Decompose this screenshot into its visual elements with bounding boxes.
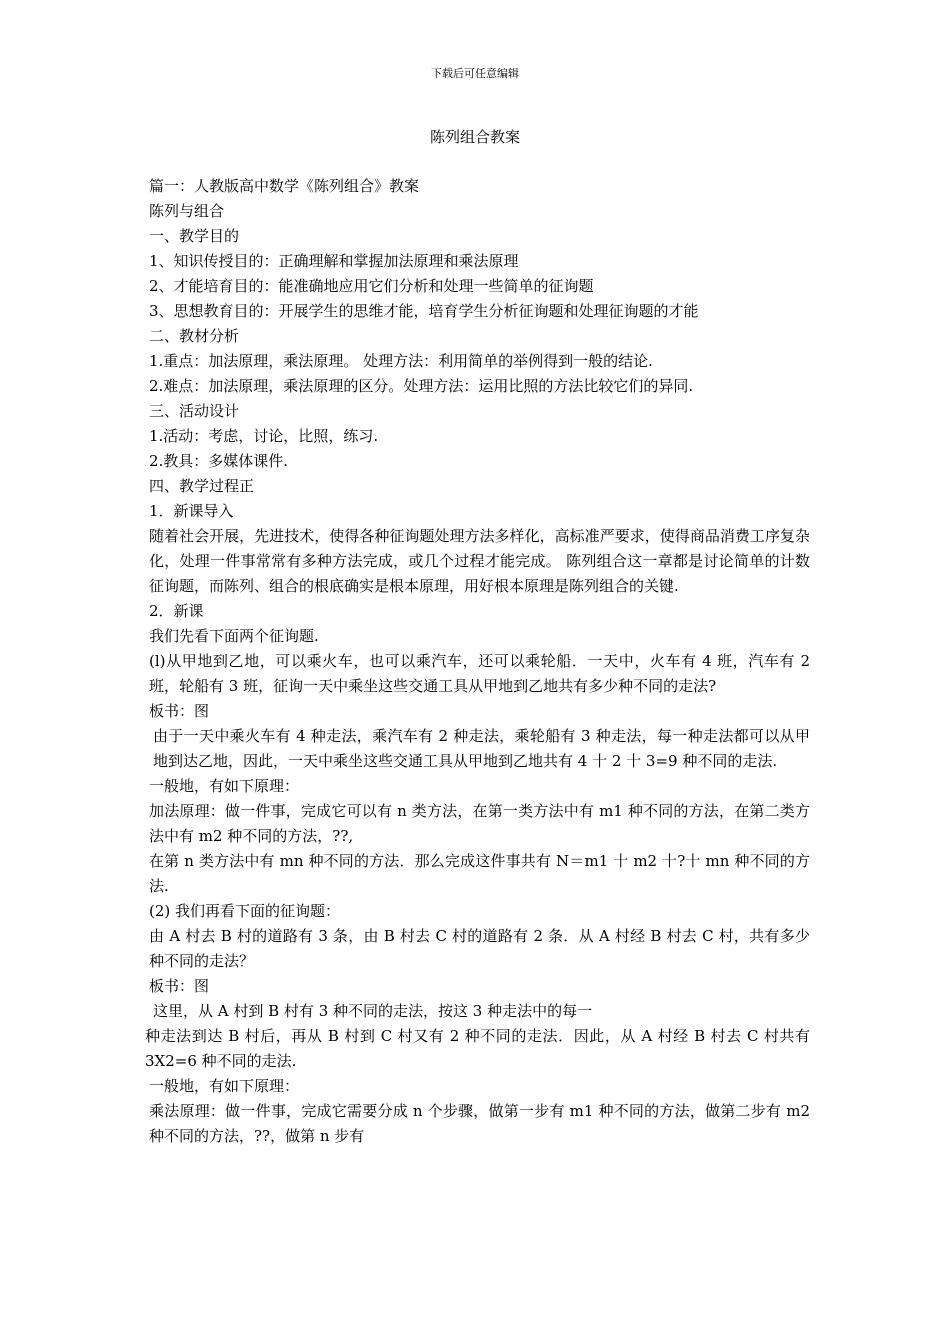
list-item: 2.教具：多媒体课件. [149, 452, 289, 470]
paragraph: 由 A 村去 B 村的道路有 3 条，由 B 村去 C 村的道路有 2 条．从 A 村经 B 村去 C 村，共有多少种不同的走法？ [149, 927, 810, 970]
paragraph: 加法原理：做一件事，完成它可以有 n 类方法，在第一类方法中有 m1 种不同的方法，在第二类方法中有 m2 种不同的方法，??, [149, 802, 810, 845]
list-item: 1、知识传授目的：正确理解和掌握加法原理和乘法原理 [149, 252, 519, 270]
paragraph: 在第 n 类方法中有 mn 种不同的方法．那么完成这件事共有 N＝m1 十 m2 十?十 mn 种不同的方法. [149, 852, 810, 895]
section-heading: 四、教学过程正 [149, 477, 255, 495]
subsection-heading: 1．新课导入 [149, 502, 234, 520]
paragraph: 由于一天中乘火车有 4 种走法，乘汽车有 2 种走法，乘轮船有 3 种走法，每一种走法都可以从甲地到达乙地，因此，一天中乘坐这些交通工具从甲地到乙地共有 4 十 2 十 3=9 种不同的走法. [153, 727, 810, 770]
paragraph: 一般地，有如下原理： [149, 1077, 300, 1095]
paragraph: 种走法到达 B 村后，再从 B 村到 C 村又有 2 种不同的走法．因此，从 A 村经 B 村去 C 村共有 3X2=6 种不同的走法. [145, 1027, 810, 1070]
list-item: 3、思想教育目的：开展学生的思维才能，培育学生分析征询题和处理征询题的才能 [149, 302, 699, 320]
paragraph: 这里，从 A 村到 B 村有 3 种不同的走法，按这 3 种走法中的每一 [153, 1002, 593, 1020]
paragraph: (l)从甲地到乙地，可以乘火车，也可以乘汽车，还可以乘轮船．一天中，火车有 4 班，汽车有 2 班，轮船有 3 班，征询一天中乘坐这些交通工具从甲地到乙地共有多少种不同的走法? [149, 652, 810, 695]
paragraph: 我们先看下面两个征询题. [149, 627, 319, 645]
list-item: 2.难点：加法原理，乘法原理的区分。处理方法：运用比照的方法比较它们的异同. [149, 377, 694, 395]
section-heading: 二、教材分析 [149, 327, 240, 345]
paragraph: (2) 我们再看下面的征询题： [149, 902, 341, 920]
paragraph: 一般地，有如下原理： [149, 777, 300, 795]
section-heading: 篇一：人教版高中数学《陈列组合》教案 [149, 177, 420, 195]
section-heading: 一、教学目的 [149, 227, 240, 245]
paragraph: 随着社会开展，先进技术，使得各种征询题处理方法多样化，高标准严要求，使得商品消费工序复杂化，处理一件事常常有多种方法完成，或几个过程才能完成。 陈列组合这一章都是讨论简单的计数征询题，而陈列、组合的根底确实是根本原理，用好根本原理是陈列组合的关键. [149, 527, 810, 595]
header-note: 下载后可任意编辑 [431, 67, 519, 80]
section-heading: 三、活动设计 [149, 402, 240, 420]
paragraph: 板书：图 [149, 977, 210, 995]
subtitle: 陈列与组合 [149, 202, 225, 220]
subsection-heading: 2．新课 [149, 602, 204, 620]
document-title: 陈列组合教案 [429, 128, 520, 146]
paragraph: 板书：图 [149, 702, 210, 720]
paragraph: 乘法原理：做一件事，完成它需要分成 n 个步骤，做第一步有 m1 种不同的方法，做第二步有 m2 种不同的方法，??，做第 n 步有 [149, 1102, 810, 1145]
list-item: 1.重点：加法原理，乘法原理。 处理方法：利用简单的举例得到一般的结论. [149, 352, 653, 370]
list-item: 2、才能培育目的：能准确地应用它们分析和处理一些简单的征询题 [149, 277, 594, 295]
list-item: 1.活动：考虑，讨论，比照，练习. [149, 427, 379, 445]
document-body [145, 174, 810, 1149]
